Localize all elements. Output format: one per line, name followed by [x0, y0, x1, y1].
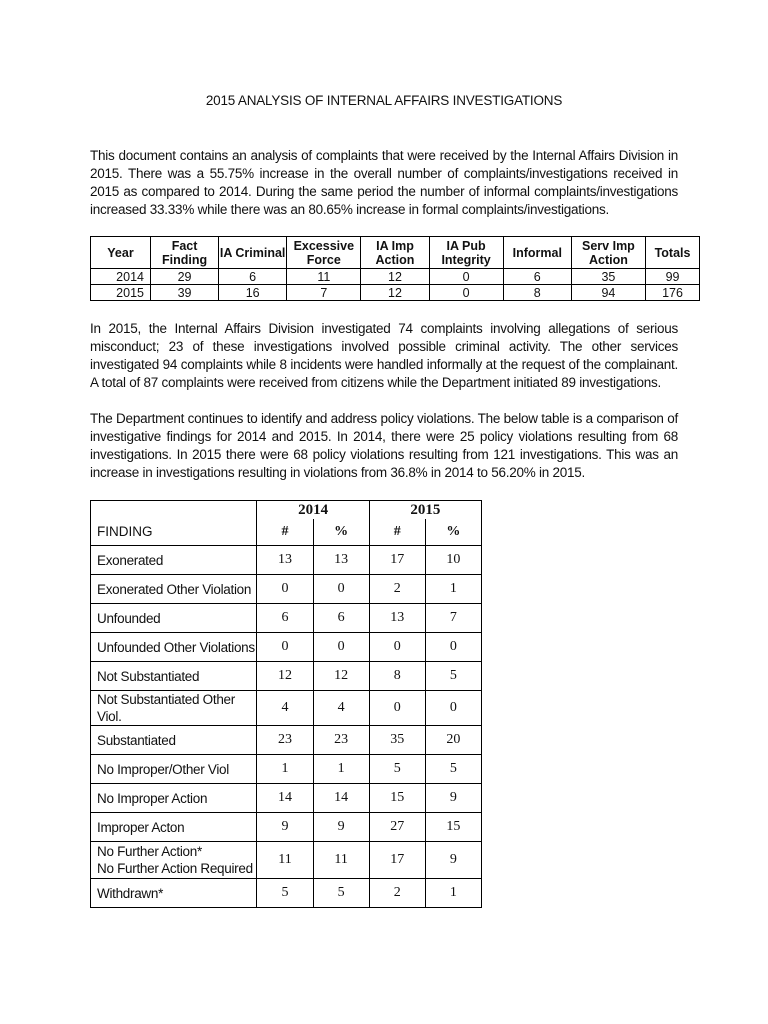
table-row — [91, 726, 482, 755]
table-cell: 20 — [425, 726, 481, 755]
count-header: # — [257, 519, 313, 546]
finding-label-text: Improper Acton — [97, 819, 185, 835]
finding-label — [91, 633, 257, 662]
table-cell: 0 — [313, 575, 369, 604]
table-cell: 1 — [313, 755, 369, 784]
table-cell: 12 — [361, 269, 429, 285]
table-row — [91, 813, 482, 842]
table-cell: 6 — [257, 604, 313, 633]
table-cell: 7 — [287, 285, 361, 301]
table-row — [91, 755, 482, 784]
table-cell: 5 — [425, 662, 481, 691]
table-row — [91, 691, 482, 726]
table-cell: 12 — [361, 285, 429, 301]
table-cell: 2015 — [91, 285, 151, 301]
table-cell: 4 — [313, 691, 369, 726]
table-cell: 23 — [313, 726, 369, 755]
table-row — [91, 575, 482, 604]
table-cell: 1 — [425, 575, 481, 604]
table-cell: 176 — [646, 285, 700, 301]
finding-column-header: FINDING — [91, 501, 257, 546]
policy-violations-paragraph: The Department continues to identify and address policy violations. The below table is a comparison of investigative findings for 2014 and 2015. In 2014, there were 25 policy violations resulting from 68 investigations. In 2015 there were 68 policy violations resulting from 121 investigations. This was an increase in investigations resulting in violations from 36.8% in 2014 to 56.20% in 2015. — [90, 411, 678, 480]
investigations-paragraph: In 2015, the Internal Affairs Division investigated 74 complaints involving allegations of serious misconduct; 23 of these investigations involved possible criminal activity. The other services investigated 94 complaints while 8 incidents were handled informally at the request of the complainant. A total of 87 complaints were received from citizens while the Department initiated 89 investigations. — [90, 321, 678, 390]
finding-label-text: Exonerated Other Violation — [97, 581, 252, 597]
table-cell: 99 — [646, 269, 700, 285]
table-cell: 5 — [313, 879, 369, 908]
table-cell: 23 — [257, 726, 313, 755]
table-cell: 1 — [257, 755, 313, 784]
table-cell: 7 — [425, 604, 481, 633]
year-header-2014: 2014 — [257, 501, 369, 520]
column-header: IA Pub Integrity — [429, 237, 503, 269]
table-cell: 10 — [425, 546, 481, 575]
table-cell: 0 — [425, 633, 481, 662]
table-cell: 2 — [369, 575, 425, 604]
finding-label — [91, 604, 257, 633]
finding-label — [91, 784, 257, 813]
table-cell: 8 — [503, 285, 571, 301]
table-row — [91, 842, 482, 879]
finding-label-text: No Improper/Other Viol — [97, 761, 229, 777]
table-cell: 11 — [313, 842, 369, 879]
finding-label — [91, 813, 257, 842]
table-cell: 4 — [257, 691, 313, 726]
table-cell: 1 — [425, 879, 481, 908]
table-cell: 12 — [257, 662, 313, 691]
table-cell: 13 — [369, 604, 425, 633]
finding-label-text: Substantiated — [97, 732, 176, 748]
table-cell: 2014 — [91, 269, 151, 285]
table-cell: 39 — [150, 285, 218, 301]
table-cell: 12 — [313, 662, 369, 691]
table-cell: 14 — [313, 784, 369, 813]
document-title: 2015 ANALYSIS OF INTERNAL AFFAIRS INVESTIGATIONS — [205, 93, 563, 108]
table-cell: 0 — [313, 633, 369, 662]
table-cell: 6 — [313, 604, 369, 633]
findings-table-body — [91, 546, 482, 908]
finding-label-text: Not Substantiated — [97, 668, 200, 684]
percent-header: % — [313, 519, 369, 546]
table-cell: 15 — [425, 813, 481, 842]
table-row — [91, 269, 700, 285]
table-cell: 9 — [425, 842, 481, 879]
table-cell: 0 — [429, 269, 503, 285]
table-cell: 0 — [257, 633, 313, 662]
table-cell: 14 — [257, 784, 313, 813]
table-cell: 27 — [369, 813, 425, 842]
finding-label-text: No Further Action Required — [97, 861, 253, 876]
table-row — [91, 546, 482, 575]
finding-label-text: Unfounded Other Violations — [97, 639, 255, 655]
table-cell: 11 — [257, 842, 313, 879]
table-cell: 17 — [369, 842, 425, 879]
table-cell: 35 — [571, 269, 645, 285]
finding-label — [91, 879, 257, 908]
finding-label-text: Unfounded — [97, 610, 161, 626]
table-cell: 15 — [369, 784, 425, 813]
column-header: Serv Imp Action — [571, 237, 645, 269]
year-header-row — [91, 501, 482, 520]
table-cell: 5 — [257, 879, 313, 908]
table-cell: 6 — [219, 269, 287, 285]
finding-label — [91, 546, 257, 575]
table-cell: 8 — [369, 662, 425, 691]
table-cell: 13 — [257, 546, 313, 575]
finding-label-text: Withdrawn* — [97, 885, 164, 901]
complaints-by-type-table — [90, 236, 700, 301]
table-cell: 0 — [429, 285, 503, 301]
column-header: Year — [91, 237, 151, 269]
finding-label-text: Not Substantiated Other Viol. — [97, 692, 235, 724]
table-row — [91, 879, 482, 908]
table-row — [91, 604, 482, 633]
table-cell: 11 — [287, 269, 361, 285]
table-header-row — [91, 237, 700, 269]
table-cell: 13 — [313, 546, 369, 575]
table-cell: 0 — [257, 575, 313, 604]
column-header: Informal — [503, 237, 571, 269]
table-cell: 0 — [369, 691, 425, 726]
finding-label — [91, 726, 257, 755]
intro-paragraph: This document contains an analysis of complaints that were received by the Internal Affairs Division in 2015. There was a 55.75% increase in the overall number of complaints/investigations received in 2015 as compared to 2014. During the same period the number of informal complaints/investigations increased 33.33% while there was an 80.65% increase in formal complaints/investigations. — [90, 148, 678, 217]
table-cell: 5 — [425, 755, 481, 784]
percent-header: % — [425, 519, 481, 546]
table-cell: 5 — [369, 755, 425, 784]
table-cell: 0 — [425, 691, 481, 726]
table-cell: 9 — [257, 813, 313, 842]
finding-label-text: Exonerated — [97, 552, 164, 568]
table-cell: 9 — [425, 784, 481, 813]
table-row — [91, 285, 700, 301]
table-cell: 0 — [369, 633, 425, 662]
year-header-2015: 2015 — [369, 501, 481, 520]
table-cell: 29 — [150, 269, 218, 285]
findings-comparison-table — [90, 500, 482, 908]
table-cell: 17 — [369, 546, 425, 575]
table-row — [91, 662, 482, 691]
table-cell: 94 — [571, 285, 645, 301]
table-cell: 2 — [369, 879, 425, 908]
finding-label — [91, 755, 257, 784]
table-row — [91, 784, 482, 813]
finding-label — [91, 575, 257, 604]
finding-label-text: No Further Action* — [97, 844, 202, 859]
finding-label-text: No Improper Action — [97, 790, 208, 806]
table-cell: 35 — [369, 726, 425, 755]
finding-label — [91, 691, 257, 726]
table-cell: 16 — [219, 285, 287, 301]
column-header: Fact Finding — [150, 237, 218, 269]
column-header: Excessive Force — [287, 237, 361, 269]
table-cell: 6 — [503, 269, 571, 285]
table-cell: 9 — [313, 813, 369, 842]
finding-label — [91, 662, 257, 691]
count-header: # — [369, 519, 425, 546]
column-header: IA Imp Action — [361, 237, 429, 269]
finding-label — [91, 842, 257, 879]
column-header: IA Criminal — [219, 237, 287, 269]
table-row — [91, 633, 482, 662]
column-header: Totals — [646, 237, 700, 269]
